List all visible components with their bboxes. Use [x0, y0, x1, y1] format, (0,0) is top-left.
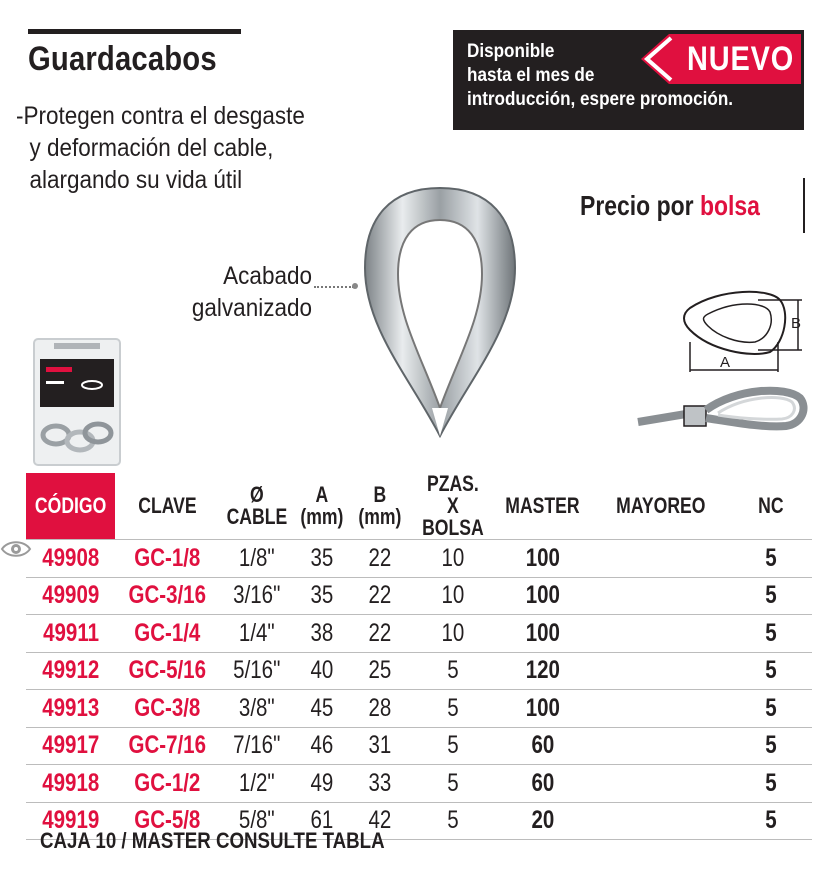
table-row — [26, 540, 812, 578]
cell-mayoreo — [591, 690, 730, 728]
col-cable: Ø CABLE — [226, 482, 288, 529]
cell-a: 35 — [310, 581, 333, 610]
price-per-bag — [580, 190, 760, 222]
eye-icon[interactable] — [0, 536, 32, 562]
title-rule — [28, 29, 241, 34]
promo-line: introducción, espere promoción. — [467, 89, 734, 110]
cell-clave: GC-1/4 — [133, 618, 201, 647]
col-nc: NC — [758, 493, 784, 518]
cell-mayoreo — [591, 802, 730, 840]
description-line: alargando su vida útil — [29, 166, 243, 194]
col-clave: CLAVE — [137, 493, 197, 518]
cell-b: 33 — [368, 768, 392, 797]
cell-a: 45 — [310, 693, 333, 722]
cell-cable: 5/16" — [233, 656, 281, 685]
cell-nc: 5 — [765, 768, 777, 797]
product-table — [26, 473, 812, 840]
cell-nc: 5 — [765, 731, 777, 760]
cell-a: 40 — [310, 656, 333, 685]
cell-mayoreo — [591, 540, 730, 578]
cell-clave: GC-1/2 — [133, 768, 201, 797]
cell-codigo: 49919 — [42, 806, 100, 835]
cell-cable: 1/4" — [238, 618, 275, 647]
cell-b: 42 — [368, 806, 392, 835]
nuevo-badge — [641, 34, 801, 84]
cell-master: 100 — [525, 581, 560, 610]
col-b: B (mm) — [358, 482, 402, 529]
cell-b: 31 — [368, 731, 392, 760]
table-row — [26, 652, 812, 690]
table-row — [26, 690, 812, 728]
cell-codigo: 49917 — [42, 731, 100, 760]
cell-a: 38 — [310, 618, 333, 647]
cell-codigo: 49912 — [42, 656, 100, 685]
dimension-b-label: B — [791, 315, 802, 332]
price-unit: bolsa — [699, 190, 760, 221]
cell-mayoreo — [591, 765, 730, 803]
cell-nc: 5 — [765, 543, 777, 572]
cell-master: 120 — [525, 656, 560, 685]
product-description — [16, 100, 305, 196]
cell-codigo: 49918 — [42, 768, 100, 797]
cell-clave: GC-3/16 — [128, 581, 206, 610]
cell-pzas: 10 — [441, 618, 465, 647]
description-line: y deformación del cable, — [29, 134, 274, 162]
thimble-photo — [340, 178, 540, 448]
col-master: MASTER — [505, 493, 580, 518]
cell-cable: 1/8" — [238, 543, 275, 572]
finish-line: galvanizado — [191, 294, 312, 322]
table-row — [26, 765, 812, 803]
cell-pzas: 5 — [447, 768, 459, 797]
promo-line: Disponible — [467, 41, 555, 62]
cell-cable: 3/16" — [233, 581, 281, 610]
cell-clave: GC-5/16 — [128, 656, 206, 685]
cell-nc: 5 — [765, 693, 777, 722]
table-header-row — [26, 473, 812, 540]
cell-mayoreo — [591, 615, 730, 653]
footer-note: CAJA 10 / MASTER CONSULTE TABLA — [40, 828, 385, 853]
page-title: Guardacabos — [28, 40, 217, 78]
cell-clave: GC-1/8 — [133, 543, 201, 572]
cell-a: 61 — [310, 806, 333, 835]
cell-nc: 5 — [765, 656, 777, 685]
cable-diagram — [636, 380, 811, 440]
cell-master: 60 — [531, 731, 554, 760]
cell-cable: 7/16" — [233, 731, 281, 760]
promo-banner — [453, 30, 804, 130]
cell-codigo: 49911 — [42, 618, 99, 647]
cell-b: 28 — [368, 693, 392, 722]
cell-mayoreo — [591, 577, 730, 615]
dimension-a-label: A — [720, 354, 731, 371]
cell-nc: 5 — [765, 581, 777, 610]
cell-b: 22 — [368, 543, 392, 572]
cell-pzas: 5 — [447, 656, 459, 685]
cell-master: 100 — [525, 543, 560, 572]
finish-label — [184, 260, 312, 324]
description-line: -Protegen contra el desgaste — [16, 102, 305, 130]
cell-pzas: 5 — [447, 731, 459, 760]
col-mayoreo: MAYOREO — [616, 493, 706, 518]
cell-pzas: 10 — [441, 543, 465, 572]
package-photo — [32, 337, 122, 467]
cell-cable: 5/8" — [238, 806, 275, 835]
table-row — [26, 615, 812, 653]
cell-codigo: 49913 — [42, 693, 100, 722]
table-row — [26, 577, 812, 615]
cell-b: 25 — [368, 656, 392, 685]
cell-pzas: 10 — [441, 581, 465, 610]
cell-nc: 5 — [765, 618, 777, 647]
cell-codigo: 49908 — [42, 543, 100, 572]
cell-pzas: 5 — [447, 806, 459, 835]
cell-b: 22 — [368, 618, 392, 647]
table-row — [26, 727, 812, 765]
cell-clave: GC-7/16 — [128, 731, 206, 760]
finish-line: Acabado — [223, 262, 312, 290]
nuevo-label: NUEVO — [687, 40, 795, 78]
cell-clave: GC-5/8 — [133, 806, 201, 835]
cell-mayoreo — [591, 727, 730, 765]
cell-cable: 3/8" — [238, 693, 275, 722]
cell-a: 35 — [310, 543, 333, 572]
price-divider — [803, 178, 805, 233]
cell-nc: 5 — [765, 806, 777, 835]
cell-cable: 1/2" — [238, 768, 275, 797]
cell-pzas: 5 — [447, 693, 459, 722]
col-a: A (mm) — [299, 482, 343, 529]
cell-codigo: 49909 — [42, 581, 100, 610]
cell-mayoreo — [591, 652, 730, 690]
cell-master: 60 — [531, 768, 554, 797]
promo-line: hasta el mes de — [467, 65, 595, 86]
cell-master: 20 — [531, 806, 554, 835]
cell-master: 100 — [525, 618, 560, 647]
cell-a: 46 — [310, 731, 333, 760]
dimension-diagram — [660, 280, 810, 380]
cell-a: 49 — [310, 768, 333, 797]
cell-b: 22 — [368, 581, 392, 610]
col-codigo: CÓDIGO — [26, 473, 115, 540]
price-prefix: Precio por — [580, 190, 694, 221]
cell-master: 100 — [525, 693, 560, 722]
cell-clave: GC-3/8 — [133, 693, 201, 722]
col-pzas: PZAS. X BOLSA — [422, 471, 484, 540]
